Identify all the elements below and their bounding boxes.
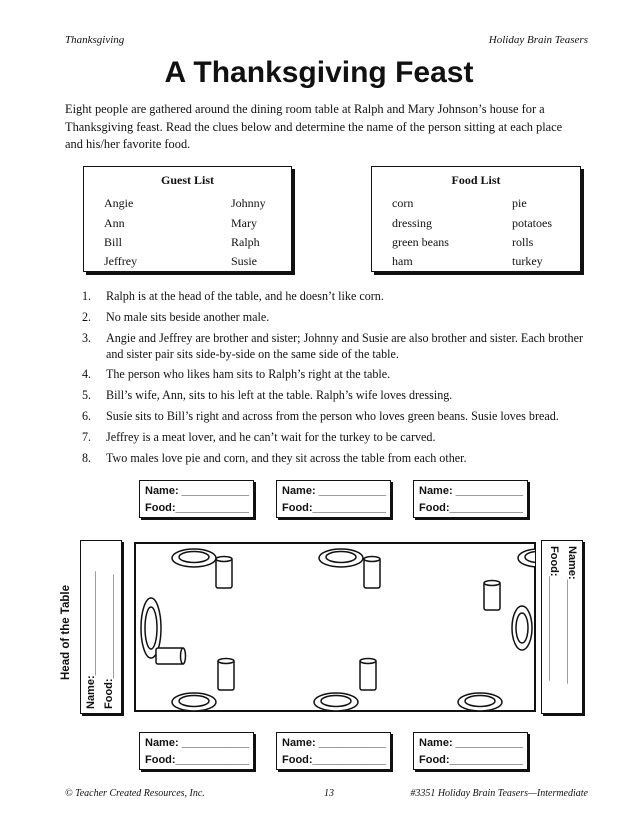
glass-icon [364,557,380,589]
food-item: ham [392,254,413,268]
clue-item [82,387,602,403]
food-item: corn [392,196,414,210]
seat-name-blank[interactable]: Name: ___________ [419,485,523,497]
header-right: Holiday Brain Teasers [488,34,588,46]
seat-food-blank[interactable]: Food:____________ [419,502,523,514]
seat-box-head[interactable] [80,540,122,714]
clue-list [82,288,602,470]
seat-name-blank[interactable]: Name: ___________ [282,737,386,749]
clue-number: 7. [82,429,92,444]
intro-paragraph: Eight people are gathered around the dining room table at Ralph and Mary Johnson’s house for a Thanksgiving feast. Read the clues below and determine the name of the person sitting at each place and his/her favorite food. [65,102,563,151]
seat-food-blank[interactable]: Food:____________ [145,754,249,766]
footer-page-number: 13 [324,788,334,799]
plate-icon [172,693,216,711]
seat-name-blank[interactable]: Name: ___________ [145,485,249,497]
clue-text: The person who likes ham sits to Ralph’s right at the table. [106,367,391,382]
food-item: turkey [512,254,543,268]
guest-name: Ralph [231,235,260,249]
glass-icon [156,648,186,664]
food-list-heading: Food List [451,173,501,187]
clue-item [82,330,602,362]
seat-name-blank[interactable]: Name: ___________ [145,737,249,749]
clue-number: 6. [82,408,92,423]
plate-icon [319,549,363,567]
clue-text: Bill’s wife, Ann, sits to his left at the table. Ralph’s wife loves dressing. [106,388,453,403]
clue-number: 5. [82,388,92,403]
guest-name: Jeffrey [104,254,138,268]
clue-item [82,288,602,304]
seat-box-top-left[interactable] [139,480,254,518]
glass-icon [484,581,500,611]
clue-number: 3. [82,330,92,345]
plate-icon [458,693,502,711]
guest-name: Mary [231,216,257,230]
plate-icon [512,606,532,650]
guest-name: Johnny [231,196,266,210]
seat-food-blank[interactable]: Food:____________ [145,502,249,514]
clue-number: 4. [82,367,92,382]
seat-box-top-right[interactable] [413,480,528,518]
clue-text: Ralph is at the head of the table, and he doesn’t like corn. [106,289,384,303]
seat-name-blank[interactable]: Name:_________________ [85,571,97,709]
clue-text: Jeffrey is a meat lover, and he can’t wait for the turkey to be carved. [106,429,436,444]
clue-item [82,450,602,466]
seat-name-blank[interactable]: Name: ___________ [282,485,386,497]
clue-number: 8. [82,450,92,465]
head-of-table-label: Head of the Table [60,585,72,680]
page-title: A Thanksgiving Feast [164,56,474,89]
dining-table [134,542,536,712]
plate-icon [172,549,216,567]
seat-box-foot[interactable] [541,540,583,714]
seat-food-blank[interactable]: Food:____________ [282,754,386,766]
guest-list-heading: Guest List [160,173,214,187]
clue-item [82,366,602,382]
header-left: Thanksgiving [65,34,125,46]
glass-icon [218,659,234,691]
glass-icon [216,557,232,589]
food-item: pie [512,196,527,210]
seat-box-bottom-middle[interactable] [276,732,391,770]
clue-text: No male sits beside another male. [106,309,270,324]
glass-icon [360,659,376,691]
clue-number: 2. [82,309,92,324]
food-list-box [371,166,581,272]
food-item: dressing [392,216,432,230]
seat-box-top-middle[interactable] [276,480,391,518]
footer-book-title: #3351 Holiday Brain Teasers—Intermediate [410,788,588,799]
clue-text: Susie sits to Bill’s right and across from the person who loves green beans. Susie loves bread. [106,408,559,423]
plate-icon [314,693,358,711]
food-item: potatoes [512,216,552,230]
food-item: green beans [392,235,449,249]
food-item: rolls [512,235,534,249]
guest-name: Susie [231,254,258,268]
clue-text: Angie and Jeffrey are brother and sister; Johnny and Susie are also brother and sister. Each brother and sister pair sits side-by-side on the same side of the table. [106,330,583,361]
seat-food-blank[interactable]: Food:____________ [282,502,386,514]
clue-number: 1. [82,289,92,303]
seat-name-blank[interactable]: Name: ___________ [419,737,523,749]
footer-copyright: © Teacher Created Resources, Inc. [65,788,205,799]
clue-item [82,408,602,424]
guest-name: Ann [104,216,125,230]
seat-food-blank[interactable]: Food:_________________ [548,546,560,681]
seat-food-blank[interactable]: Food:_________________ [103,574,115,709]
seat-box-bottom-left[interactable] [139,732,254,770]
clue-text: Two males love pie and corn, and they sit across the table from each other. [106,450,467,465]
clue-item [82,309,602,325]
guest-name: Bill [104,235,123,249]
guest-name: Angie [104,196,134,210]
seat-food-blank[interactable]: Food:____________ [419,754,523,766]
clue-item [82,429,602,445]
guest-list-box [83,166,292,272]
seat-box-bottom-right[interactable] [413,732,528,770]
seat-name-blank[interactable]: Name:_________________ [566,546,578,684]
